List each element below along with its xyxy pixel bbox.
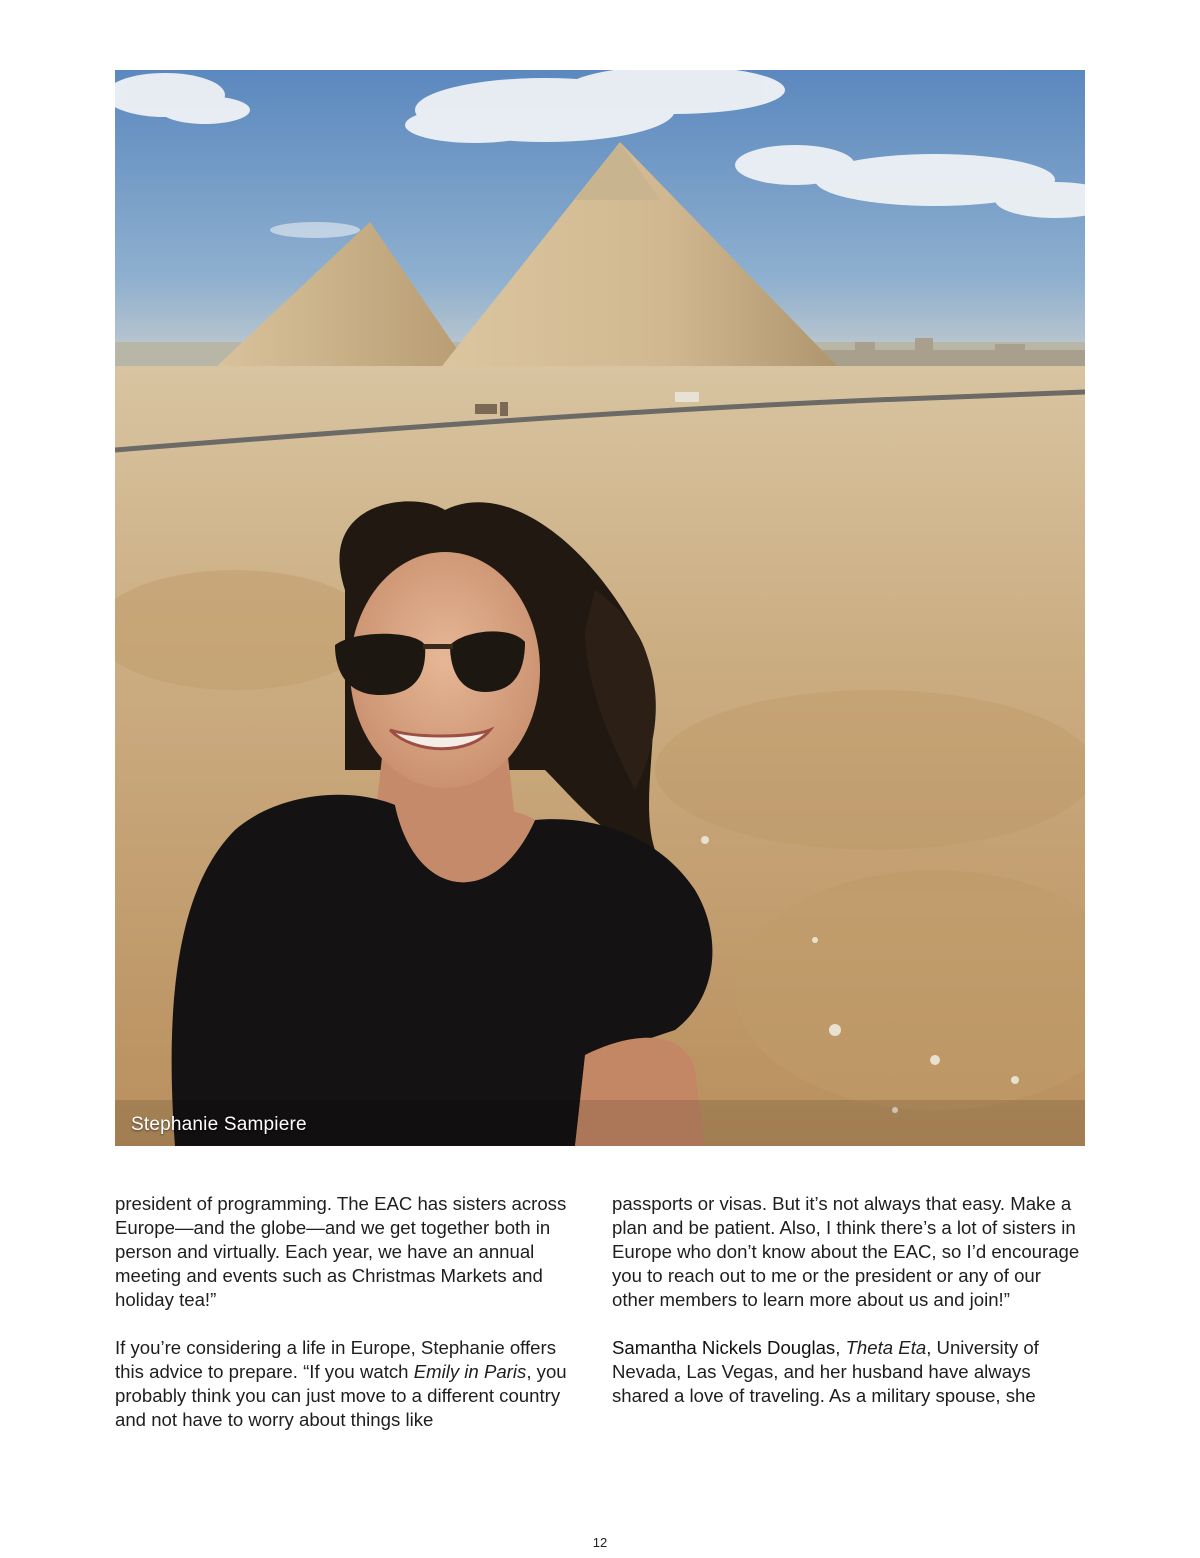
left-column bbox=[115, 1192, 587, 1432]
left-paragraph-2-text-end: , you probably think you can just move to a different country and not have to worry about things like bbox=[115, 1361, 567, 1430]
left-paragraph-1: president of programming. The EAC has sisters across Europe—and the globe—and we get together both in person and virtually. Each year, we have an annual meeting and events such as Christmas Markets and holiday tea!” bbox=[115, 1193, 567, 1310]
photo-caption: Stephanie Sampiere bbox=[131, 1114, 307, 1135]
show-title: Emily in Paris bbox=[413, 1361, 527, 1382]
page-number: 12 bbox=[592, 1535, 608, 1550]
right-paragraph-2 bbox=[612, 1336, 1084, 1408]
right-paragraph-1: passports or visas. But it’s not always that easy. Make a plan and be patient. Also, I think there’s a lot of sisters in Europe who don’t know about the EAC, so I’d encourage you to reach out to me or the president or any of our other members to learn more about us and join!” bbox=[612, 1193, 1080, 1310]
left-paragraph-2 bbox=[115, 1336, 587, 1432]
left-paragraph-2-text: If you’re considering a life in Europe, Stephanie offers this advice to prepare. “If you watch bbox=[115, 1337, 557, 1382]
right-paragraph-2-text: , University of Nevada, Las Vegas, and her husband have always shared a love of traveling. As a military spouse, she bbox=[612, 1337, 1039, 1406]
feature-photo bbox=[115, 70, 1085, 1146]
separator: , bbox=[835, 1337, 846, 1358]
chapter-name: Theta Eta bbox=[845, 1337, 927, 1358]
member-name: Samantha Nickels Douglas bbox=[612, 1337, 836, 1358]
right-column bbox=[612, 1192, 1084, 1408]
photo-woman-at-pyramids bbox=[115, 70, 1085, 1146]
